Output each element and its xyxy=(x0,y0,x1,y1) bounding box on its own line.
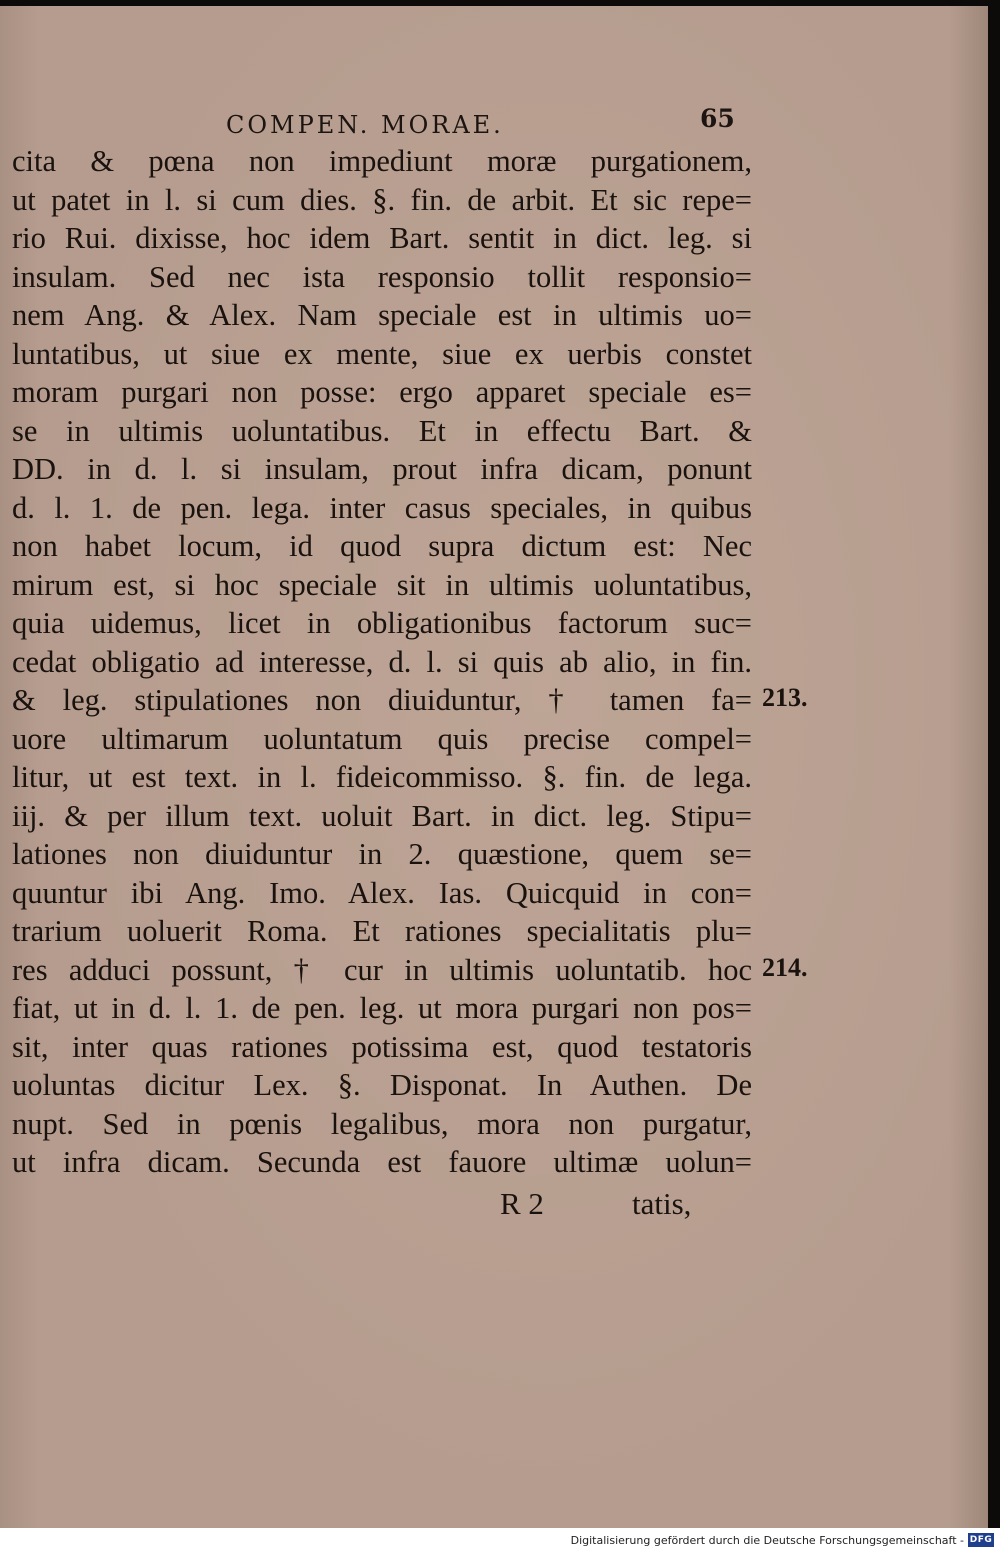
text-line: trarium uoluerit Roma. Et rationes specialitatis plu= xyxy=(12,914,752,948)
body-text xyxy=(12,142,752,1182)
margin-note: 213. xyxy=(762,683,808,712)
margin-note: 214. xyxy=(762,952,808,982)
text-line: litur, ut est text. in l. fideicommisso. §. fin. de lega. xyxy=(12,760,752,794)
text-line: uore ultimarum uoluntatum quis precise compel= xyxy=(12,721,752,756)
footer-bar xyxy=(0,1528,1000,1553)
text-line: cita & pœna non impediunt moræ purgationem, xyxy=(12,144,752,178)
text-line: ut patet in l. si cum dies. §. fin. de arbit. Et sic repe= xyxy=(12,182,752,217)
digitization-credit: Digitalisierung gefördert durch die Deutsche Forschungsgemeinschaft - xyxy=(570,1534,964,1547)
book-page xyxy=(0,6,988,1528)
text-line: rio Rui. dixisse, hoc idem Bart. sentit in dict. leg. si xyxy=(12,221,752,255)
signature-mark: R 2 xyxy=(500,1186,544,1221)
text-line: uoluntas dicitur Lex. §. Disponat. In Authen. De xyxy=(12,1068,752,1102)
text-line: non habet locum, id quod supra dictum est: Nec xyxy=(12,529,752,563)
text-line: res adduci possunt, † cur in ultimis uoluntatib. hoc xyxy=(12,952,752,987)
running-header: COMPEN. MORAE. xyxy=(226,111,504,139)
text-line: se in ultimis uoluntatibus. Et in effectu Bart. & xyxy=(12,413,752,448)
text-line: luntatibus, ut siue ex mente, siue ex uerbis constet xyxy=(12,336,752,371)
text-line: & leg. stipulationes non diuiduntur, † tamen fa= xyxy=(12,683,752,717)
text-line: fiat, ut in d. l. 1. de pen. leg. ut mora purgari non pos= xyxy=(12,991,752,1025)
text-line: lationes non diuiduntur in 2. quæstione, quem se= xyxy=(12,837,752,871)
text-line: mirum est, si hoc speciale sit in ultimis uoluntatibus, xyxy=(12,567,752,602)
text-line: sit, inter quas rationes potissima est, quod testatoris xyxy=(12,1029,752,1064)
text-line: cedat obligatio ad interesse, d. l. si quis ab alio, in fin. xyxy=(12,644,752,679)
text-line: moram purgari non posse: ergo apparet speciale es= xyxy=(12,375,752,409)
catchword: tatis, xyxy=(632,1186,692,1221)
page-number: 65 xyxy=(700,104,735,133)
text-line: insulam. Sed nec ista responsio tollit responsio= xyxy=(12,259,752,294)
text-line: nupt. Sed in pœnis legalibus, mora non purgatur, xyxy=(12,1106,752,1141)
text-line: d. l. 1. de pen. lega. inter casus speciales, in quibus xyxy=(12,490,752,525)
text-line: quuntur ibi Ang. Imo. Alex. Ias. Quicquid in con= xyxy=(12,875,752,910)
text-line: iij. & per illum text. uoluit Bart. in dict. leg. Stipu= xyxy=(12,798,752,833)
dfg-logo: DFG xyxy=(969,1535,993,1545)
text-line: nem Ang. & Alex. Nam speciale est in ultimis uo= xyxy=(12,298,752,332)
catchword-row xyxy=(0,1186,760,1226)
text-line: quia uidemus, licet in obligationibus factorum suc= xyxy=(12,606,752,640)
text-line: ut infra dicam. Secunda est fauore ultimæ uolun= xyxy=(12,1145,752,1179)
text-line: DD. in d. l. si insulam, prout infra dicam, ponunt xyxy=(12,452,752,486)
